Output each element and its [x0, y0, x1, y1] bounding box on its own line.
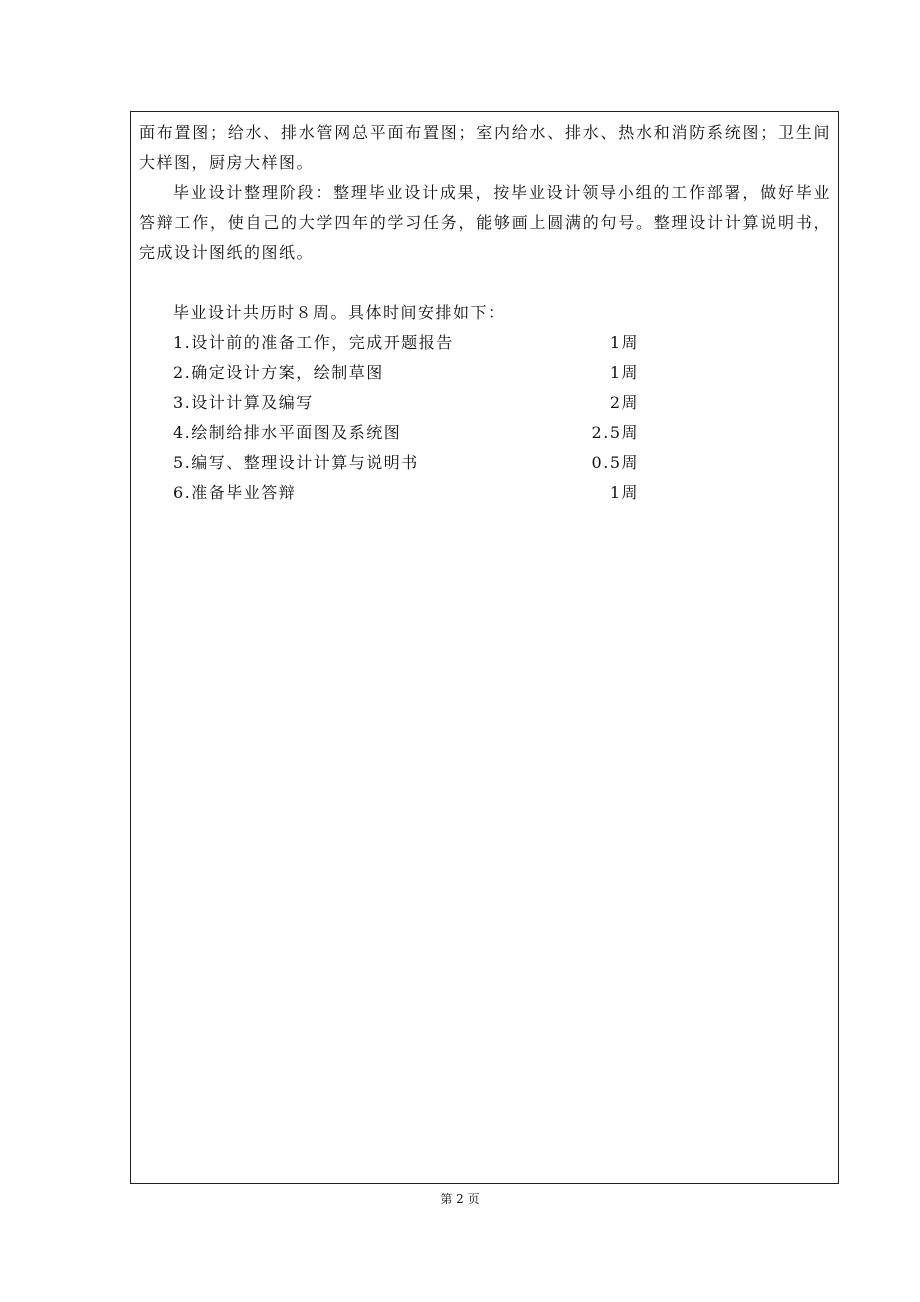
schedule-duration: 1周	[609, 363, 639, 382]
blank-line	[139, 268, 831, 298]
page-number: 第 2 页	[440, 1192, 480, 1206]
schedule-duration: 0.5周	[591, 453, 639, 472]
schedule-item	[139, 448, 831, 478]
schedule-item	[139, 388, 831, 418]
schedule-duration: 2周	[609, 393, 639, 412]
schedule-task: 6.准备毕业答辩	[173, 483, 297, 502]
schedule-task: 1.设计前的准备工作，完成开题报告	[173, 333, 454, 352]
document-content	[139, 118, 831, 508]
schedule-task: 4.绘制给排水平面图及系统图	[173, 423, 402, 442]
schedule-duration: 2.5周	[591, 423, 639, 442]
schedule-item	[139, 358, 831, 388]
schedule-intro: 毕业设计共历时８周。具体时间安排如下：	[173, 303, 506, 322]
schedule-item	[139, 328, 831, 358]
schedule-duration: 1周	[609, 333, 639, 352]
schedule-item	[139, 418, 831, 448]
schedule-task: 2.确定设计方案，绘制草图	[173, 363, 384, 382]
paragraph-organization-phase: 毕业设计整理阶段：整理毕业设计成果，按毕业设计领导小组的工作部署，做好毕业答辩工作，使自己的大学四年的学习任务，能够画上圆满的句号。整理设计计算说明书，完成设计图纸的图纸。	[139, 183, 831, 262]
schedule-item	[139, 478, 831, 508]
document-frame	[130, 111, 839, 1184]
schedule-list	[139, 328, 831, 508]
schedule-duration: 1周	[609, 483, 639, 502]
schedule-task: 3.设计计算及编写	[173, 393, 314, 412]
schedule-task: 5.编写、整理设计计算与说明书	[173, 453, 419, 472]
paragraph-drawings-list: 面布置图；给水、排水管网总平面布置图；室内给水、排水、热水和消防系统图；卫生间大样图，厨房大样图。	[139, 123, 831, 172]
